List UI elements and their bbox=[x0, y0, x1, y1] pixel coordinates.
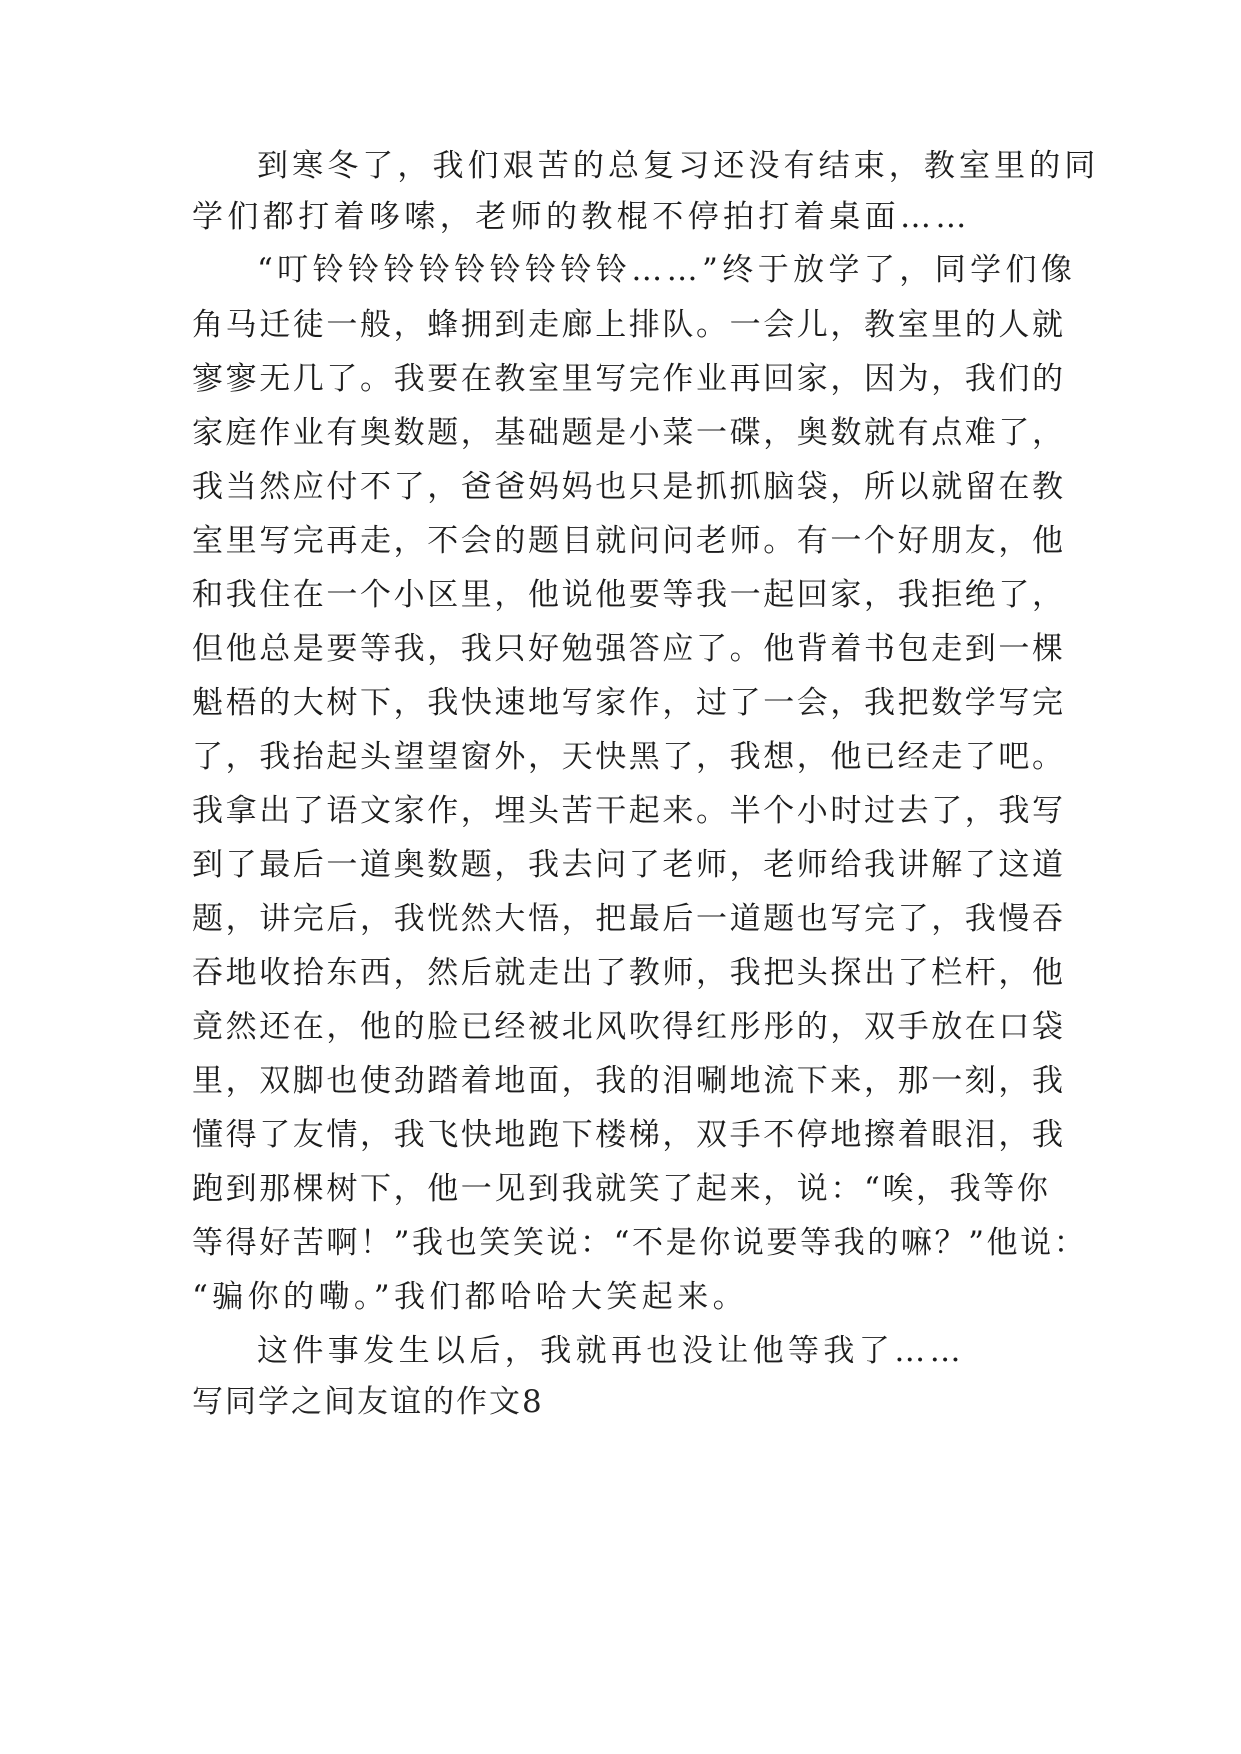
paragraph-line: 我当然应付不了，爸爸妈妈也只是抓抓脑袋，所以就留在教 bbox=[192, 469, 1066, 505]
paragraph-line: 但他总是要等我，我只好勉强答应了。他背着书包走到一棵 bbox=[192, 631, 1066, 667]
paragraph-line: 等得好苦啊！”我也笑笑说：“不是你说要等我的嘛？”他说： bbox=[192, 1225, 1088, 1261]
paragraph-line: 家庭作业有奥数题，基础题是小菜一碟，奥数就有点难了， bbox=[192, 415, 1066, 451]
paragraph-line: 和我住在一个小区里，他说他要等我一起回家，我拒绝了， bbox=[192, 577, 1066, 613]
paragraph-line: 到了最后一道奥数题，我去问了老师，老师给我讲解了这道 bbox=[192, 847, 1066, 883]
paragraph-line: 竟然还在，他的脸已经被北风吹得红彤彤的，双手放在口袋 bbox=[192, 1009, 1066, 1045]
paragraph-line: 里，双脚也使劲踏着地面，我的泪唰地流下来，那一刻，我 bbox=[192, 1063, 1066, 1099]
paragraph-line: 题，讲完后，我恍然大悟，把最后一道题也写完了，我慢吞 bbox=[192, 901, 1066, 937]
paragraph-line: “叮铃铃铃铃铃铃铃铃铃……”终于放学了，同学们像 bbox=[257, 252, 1077, 288]
paragraph-line: “骗你的嘞。”我们都哈哈大笑起来。 bbox=[192, 1279, 748, 1315]
paragraph-line: 寥寥无几了。我要在教室里写完作业再回家，因为，我们的 bbox=[192, 361, 1066, 397]
paragraph-line: 魁梧的大树下，我快速地写家作，过了一会，我把数学写完 bbox=[192, 685, 1066, 721]
paragraph-line: 角马迁徒一般，蜂拥到走廊上排队。一会儿，教室里的人就 bbox=[192, 307, 1066, 343]
paragraph-line: 跑到那棵树下，他一见到我就笑了起来，说：“唉，我等你 bbox=[192, 1171, 1051, 1207]
paragraph-line: 懂得了友情，我飞快地跑下楼梯，双手不停地擦着眼泪，我 bbox=[192, 1117, 1066, 1153]
paragraph-line: 我拿出了语文家作，埋头苦干起来。半个小时过去了，我写 bbox=[192, 793, 1066, 829]
paragraph-line: 学们都打着哆嗦，老师的教棍不停拍打着桌面…… bbox=[192, 199, 971, 235]
paragraph-line: 室里写完再走，不会的题目就问问老师。有一个好朋友，他 bbox=[192, 523, 1066, 559]
paragraph-line: 这件事发生以后，我就再也没让他等我了…… bbox=[257, 1333, 965, 1369]
paragraph-line: 了，我抬起头望望窗外，天快黑了，我想，他已经走了吧。 bbox=[192, 739, 1066, 775]
section-heading: 写同学之间友谊的作文8 bbox=[192, 1384, 544, 1420]
paragraph-line: 到寒冬了，我们艰苦的总复习还没有结束，教室里的同 bbox=[257, 148, 1100, 184]
paragraph-line: 吞地收拾东西，然后就走出了教师，我把头探出了栏杆，他 bbox=[192, 955, 1066, 991]
